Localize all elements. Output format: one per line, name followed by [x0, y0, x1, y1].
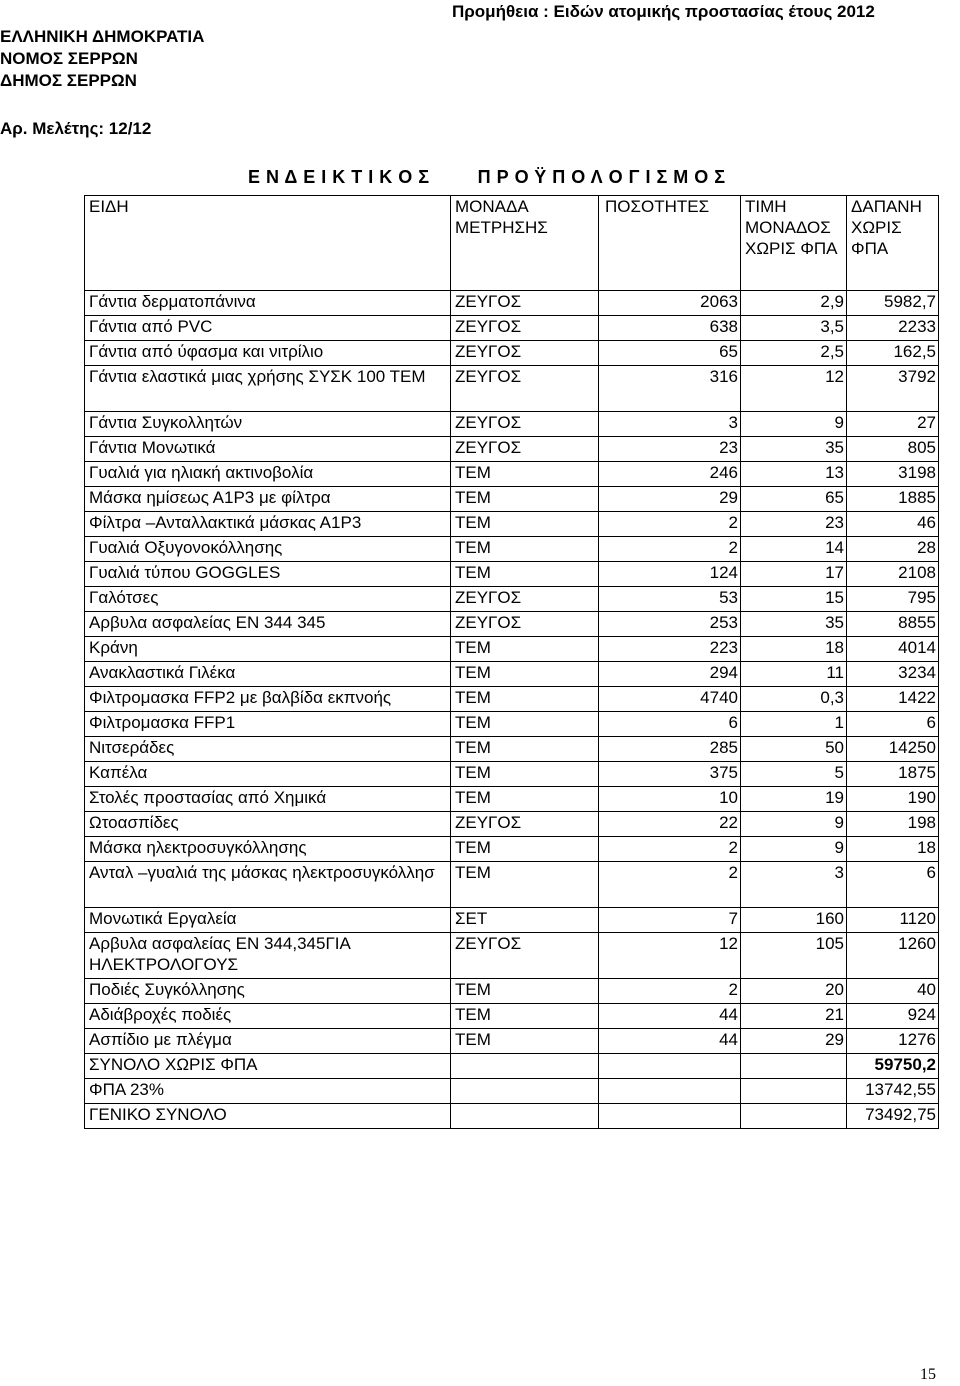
org-line: ΔΗΜΟΣ ΣΕΡΡΩΝ [0, 71, 137, 90]
item-unit-price: 5 [741, 762, 847, 787]
table-row [85, 412, 939, 437]
item-name: Καπέλα [85, 762, 451, 787]
item-unit: ΖΕΥΓΟΣ [451, 412, 599, 437]
org-line: ΝΟΜΟΣ ΣΕΡΡΩΝ [0, 49, 138, 68]
item-total: 198 [847, 812, 939, 837]
item-unit-price: 2,5 [741, 341, 847, 366]
item-unit-price: 11 [741, 662, 847, 687]
item-quantity: 2 [599, 837, 741, 862]
item-name: Γάντια από PVC [85, 316, 451, 341]
totals-value: 13742,55 [847, 1079, 939, 1104]
table-row [85, 737, 939, 762]
empty-cell [599, 1104, 741, 1129]
item-name: Ασπίδιο με πλέγμα [85, 1029, 451, 1054]
item-name: Φίλτρα –Ανταλλακτικά μάσκας Α1Ρ3 [85, 512, 451, 537]
table-row [85, 291, 939, 316]
empty-cell [599, 1079, 741, 1104]
budget-title-part2: Π Ρ Ο Ϋ Π Ο Λ Ο Γ Ι Σ Μ Ο Σ [477, 167, 726, 187]
item-unit: ΖΕΥΓΟΣ [451, 812, 599, 837]
item-name: Γυαλιά τύπου GOGGLES [85, 562, 451, 587]
item-unit-price: 1 [741, 712, 847, 737]
budget-title [248, 166, 726, 188]
table-row [85, 587, 939, 612]
item-total: 4014 [847, 637, 939, 662]
table-row [85, 537, 939, 562]
item-unit-price: 9 [741, 412, 847, 437]
item-name: Αδιάβροχές ποδιές [85, 1004, 451, 1029]
item-quantity: 2 [599, 512, 741, 537]
table-row [85, 366, 939, 412]
header-items: ΕΙΔΗ [85, 196, 451, 291]
item-name: Γυαλιά Οξυγονοκόλλησης [85, 537, 451, 562]
item-quantity: 44 [599, 1029, 741, 1054]
item-unit: ΤΕΜ [451, 487, 599, 512]
page-number: 15 [920, 1366, 936, 1383]
header-unit: ΜΟΝΑΔΑ ΜΕΤΡΗΣΗΣ [451, 196, 599, 291]
header-quantity: ΠΟΣΟΤΗΤΕΣ [599, 196, 741, 291]
item-unit-price: 23 [741, 512, 847, 537]
item-unit-price: 9 [741, 837, 847, 862]
item-unit: ΖΕΥΓΟΣ [451, 437, 599, 462]
item-quantity: 53 [599, 587, 741, 612]
item-name: Μάσκα ηλεκτροσυγκόλλησης [85, 837, 451, 862]
item-quantity: 246 [599, 462, 741, 487]
header-total: ΔΑΠΑΝΗ ΧΩΡΙΣ ΦΠΑ [847, 196, 939, 291]
item-total: 1260 [847, 933, 939, 979]
study-number: Αρ. Μελέτης: 12/12 [0, 119, 152, 138]
item-total: 3234 [847, 662, 939, 687]
item-unit: ΤΕΜ [451, 512, 599, 537]
table-row [85, 787, 939, 812]
table-row [85, 512, 939, 537]
item-name: Γάντια δερματοπάνινα [85, 291, 451, 316]
item-quantity: 22 [599, 812, 741, 837]
item-name: Γάντια Συγκολλητών [85, 412, 451, 437]
item-total: 5982,7 [847, 291, 939, 316]
item-name: Φιλτρομασκα FFP1 [85, 712, 451, 737]
item-unit-price: 13 [741, 462, 847, 487]
table-row [85, 762, 939, 787]
empty-cell [741, 1079, 847, 1104]
table-body [85, 291, 939, 1129]
item-unit-price: 9 [741, 812, 847, 837]
organization-header [0, 26, 204, 92]
item-unit-price: 35 [741, 612, 847, 637]
item-unit-price: 29 [741, 1029, 847, 1054]
item-unit: ΖΕΥΓΟΣ [451, 341, 599, 366]
item-unit-price: 2,9 [741, 291, 847, 316]
table-header-row [85, 196, 939, 291]
item-total: 27 [847, 412, 939, 437]
item-unit-price: 50 [741, 737, 847, 762]
item-total: 190 [847, 787, 939, 812]
item-unit: ΤΕΜ [451, 562, 599, 587]
item-unit-price: 20 [741, 979, 847, 1004]
item-name: Στολές προστασίας από Χημικά [85, 787, 451, 812]
item-unit-price: 160 [741, 908, 847, 933]
item-total: 1276 [847, 1029, 939, 1054]
item-unit-price: 17 [741, 562, 847, 587]
budget-table [84, 195, 939, 1129]
empty-cell [451, 1079, 599, 1104]
empty-cell [451, 1054, 599, 1079]
budget-title-part1: Ε Ν Δ Ε Ι Κ Τ Ι Κ Ο Σ [248, 167, 430, 187]
empty-cell [741, 1054, 847, 1079]
item-quantity: 2 [599, 979, 741, 1004]
item-unit-price: 21 [741, 1004, 847, 1029]
item-unit: ΤΕΜ [451, 737, 599, 762]
item-unit: ΤΕΜ [451, 787, 599, 812]
item-quantity: 10 [599, 787, 741, 812]
totals-label: ΦΠΑ 23% [85, 1079, 451, 1104]
table-row [85, 712, 939, 737]
item-unit-price: 3 [741, 862, 847, 908]
item-total: 805 [847, 437, 939, 462]
item-name: Γυαλιά για ηλιακή ακτινοβολία [85, 462, 451, 487]
item-unit: ΣΕΤ [451, 908, 599, 933]
item-name: Αρβυλα ασφαλείας ΕΝ 344 345 [85, 612, 451, 637]
item-name: Φιλτρομασκα FFP2 με βαλβίδα εκπνοής [85, 687, 451, 712]
item-unit-price: 3,5 [741, 316, 847, 341]
item-total: 1885 [847, 487, 939, 512]
procurement-title: Προμήθεια : Ειδών ατομικής προστασίας έτους 2012 [452, 2, 875, 21]
item-quantity: 223 [599, 637, 741, 662]
item-unit: ΖΕΥΓΟΣ [451, 933, 599, 979]
totals-value: 59750,2 [847, 1054, 939, 1079]
item-name: Γάντια ελαστικά μιας χρήσης ΣΥΣΚ 100 ΤΕΜ [85, 366, 451, 412]
item-unit: ΤΕΜ [451, 837, 599, 862]
item-name: Γάντια από ύφασμα και νιτρίλιο [85, 341, 451, 366]
item-total: 40 [847, 979, 939, 1004]
item-total: 6 [847, 712, 939, 737]
item-total: 162,5 [847, 341, 939, 366]
empty-cell [741, 1104, 847, 1129]
table-row [85, 612, 939, 637]
totals-row [85, 1079, 939, 1104]
empty-cell [451, 1104, 599, 1129]
table-row [85, 837, 939, 862]
item-quantity: 638 [599, 316, 741, 341]
item-unit-price: 18 [741, 637, 847, 662]
item-name: Γάντια Μονωτικά [85, 437, 451, 462]
item-unit: ΖΕΥΓΟΣ [451, 612, 599, 637]
item-name: Ωτοασπίδες [85, 812, 451, 837]
item-unit-price: 105 [741, 933, 847, 979]
item-quantity: 3 [599, 412, 741, 437]
table-row [85, 316, 939, 341]
item-total: 2108 [847, 562, 939, 587]
item-quantity: 44 [599, 1004, 741, 1029]
table-row [85, 687, 939, 712]
item-unit-price: 65 [741, 487, 847, 512]
table-row [85, 437, 939, 462]
totals-label: ΓΕΝΙΚΟ ΣΥΝΟΛΟ [85, 1104, 451, 1129]
item-unit: ΤΕΜ [451, 1004, 599, 1029]
item-unit: ΤΕΜ [451, 762, 599, 787]
item-name: Ανταλ –γυαλιά της μάσκας ηλεκτροσυγκόλλησ [85, 862, 451, 908]
item-total: 2233 [847, 316, 939, 341]
totals-value: 73492,75 [847, 1104, 939, 1129]
item-unit: ΤΕΜ [451, 1029, 599, 1054]
table-row [85, 487, 939, 512]
table-row [85, 979, 939, 1004]
item-unit: ΤΕΜ [451, 537, 599, 562]
item-total: 28 [847, 537, 939, 562]
item-unit: ΖΕΥΓΟΣ [451, 291, 599, 316]
item-quantity: 6 [599, 712, 741, 737]
item-name: Μάσκα ημίσεως Α1Ρ3 με φίλτρα [85, 487, 451, 512]
item-unit: ΤΕΜ [451, 662, 599, 687]
item-total: 1120 [847, 908, 939, 933]
item-total: 3792 [847, 366, 939, 412]
item-unit: ΤΕΜ [451, 979, 599, 1004]
item-quantity: 375 [599, 762, 741, 787]
item-unit: ΖΕΥΓΟΣ [451, 366, 599, 412]
item-quantity: 285 [599, 737, 741, 762]
item-name: Μονωτικά Εργαλεία [85, 908, 451, 933]
item-unit-price: 19 [741, 787, 847, 812]
header-unit-price: ΤΙΜΗ ΜΟΝΑΔΟΣ ΧΩΡΙΣ ΦΠΑ [741, 196, 847, 291]
item-name: Κράνη [85, 637, 451, 662]
table-row [85, 341, 939, 366]
table-row [85, 462, 939, 487]
item-quantity: 124 [599, 562, 741, 587]
item-quantity: 4740 [599, 687, 741, 712]
item-name: Νιτσεράδες [85, 737, 451, 762]
item-unit-price: 15 [741, 587, 847, 612]
item-unit: ΤΕΜ [451, 687, 599, 712]
table-row [85, 562, 939, 587]
org-line: ΕΛΛΗΝΙΚΗ ΔΗΜΟΚΡΑΤΙΑ [0, 27, 205, 46]
item-unit: ΤΕΜ [451, 862, 599, 908]
totals-row [85, 1054, 939, 1079]
item-quantity: 65 [599, 341, 741, 366]
item-total: 1875 [847, 762, 939, 787]
item-total: 18 [847, 837, 939, 862]
item-quantity: 253 [599, 612, 741, 637]
table-row [85, 637, 939, 662]
item-quantity: 2 [599, 862, 741, 908]
item-total: 924 [847, 1004, 939, 1029]
item-quantity: 7 [599, 908, 741, 933]
empty-cell [599, 1054, 741, 1079]
item-unit: ΖΕΥΓΟΣ [451, 316, 599, 341]
totals-label: ΣΥΝΟΛΟ ΧΩΡΙΣ ΦΠΑ [85, 1054, 451, 1079]
table-row [85, 662, 939, 687]
item-unit: ΤΕΜ [451, 712, 599, 737]
item-total: 14250 [847, 737, 939, 762]
item-total: 795 [847, 587, 939, 612]
item-quantity: 29 [599, 487, 741, 512]
item-quantity: 316 [599, 366, 741, 412]
item-quantity: 294 [599, 662, 741, 687]
item-unit-price: 12 [741, 366, 847, 412]
item-unit-price: 14 [741, 537, 847, 562]
item-quantity: 2063 [599, 291, 741, 316]
totals-row [85, 1104, 939, 1129]
item-unit: ΤΕΜ [451, 637, 599, 662]
item-name: Ανακλαστικά Γιλέκα [85, 662, 451, 687]
item-name: Γαλότσες [85, 587, 451, 612]
item-unit: ΤΕΜ [451, 462, 599, 487]
item-unit-price: 0,3 [741, 687, 847, 712]
item-total: 3198 [847, 462, 939, 487]
item-total: 1422 [847, 687, 939, 712]
item-quantity: 2 [599, 537, 741, 562]
item-total: 46 [847, 512, 939, 537]
item-quantity: 12 [599, 933, 741, 979]
table-row [85, 812, 939, 837]
item-unit: ΖΕΥΓΟΣ [451, 587, 599, 612]
item-quantity: 23 [599, 437, 741, 462]
table-row [85, 1004, 939, 1029]
item-total: 6 [847, 862, 939, 908]
table-row [85, 862, 939, 908]
item-unit-price: 35 [741, 437, 847, 462]
item-name: Ποδιές Συγκόλλησης [85, 979, 451, 1004]
table-row [85, 908, 939, 933]
table-row [85, 933, 939, 979]
table-row [85, 1029, 939, 1054]
item-name: Αρβυλα ασφαλείας ΕΝ 344,345ΓΙΑ ΗΛΕΚΤΡΟΛΟΓΟΥΣ [85, 933, 451, 979]
item-total: 8855 [847, 612, 939, 637]
